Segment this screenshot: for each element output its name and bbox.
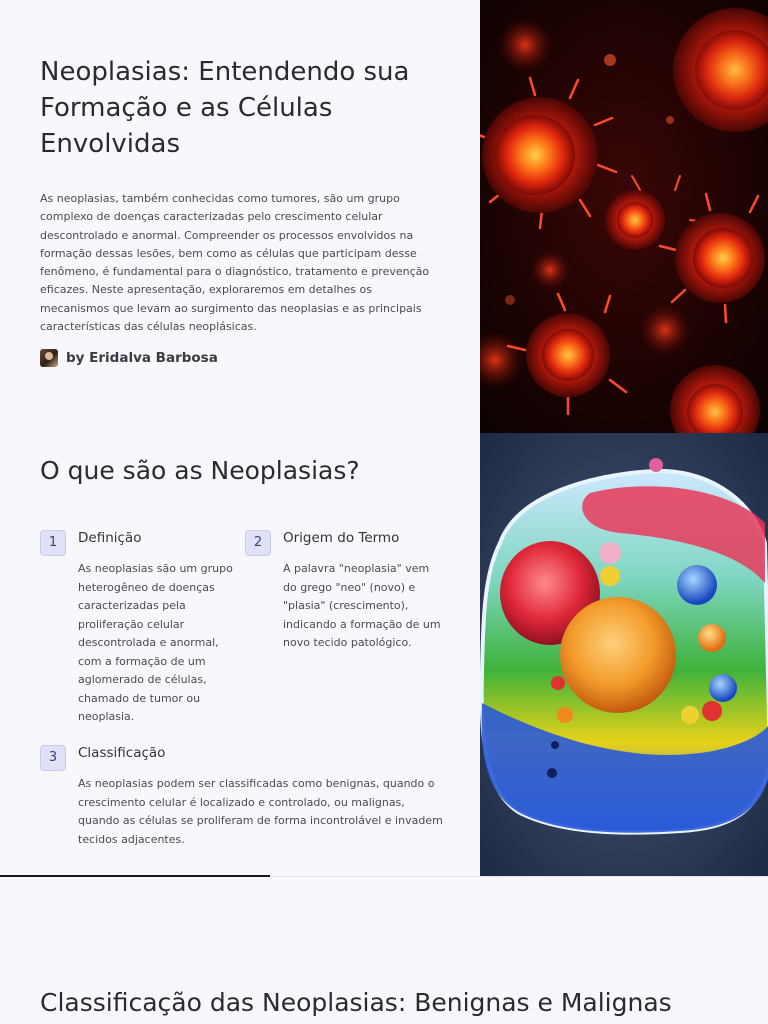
author-avatar bbox=[40, 349, 58, 367]
title-slide bbox=[0, 0, 768, 433]
item-title: Classificação bbox=[78, 745, 166, 761]
divider bbox=[0, 875, 270, 877]
author-name: by Eridalva Barbosa bbox=[66, 350, 218, 366]
item-classification bbox=[40, 745, 450, 855]
presentation-title: Neoplasias: Entendendo sua Formação e as Células Envolvidas bbox=[40, 57, 410, 159]
section-heading: O que são as Neoplasias? bbox=[40, 456, 360, 485]
item-definition bbox=[40, 530, 240, 730]
author-byline bbox=[40, 349, 218, 367]
number-badge: 1 bbox=[40, 530, 66, 556]
item-text: A palavra "neoplasia" vem do grego "neo" (novo) e "plasia" (crescimento), indicando a formação de um novo tecido patológico. bbox=[283, 562, 441, 649]
item-text: As neoplasias são um grupo heterogêneo de doenças caracterizadas pela proliferação celular descontrolada e anormal, com a formação de um aglomerado de células, chamado de tumor ou neoplasia. bbox=[78, 562, 233, 723]
virus-cells-image bbox=[480, 0, 768, 433]
classification-slide bbox=[0, 876, 768, 1024]
colorful-cell-image bbox=[480, 433, 768, 876]
neoplasias-definition-slide bbox=[0, 433, 768, 876]
item-term-origin bbox=[245, 530, 455, 670]
intro-paragraph: As neoplasias, também conhecidas como tumores, são um grupo complexo de doenças caracterizadas pelo crescimento celular descontrolado e anormal. Compreender os processos envolvidos na formação dessas lesões, bem como as células que participam desse fenômeno, é fundamental para o diagnóstico, tratamento e prevenção eficazes. Neste apresentação, exploraremos em detalhes os mecanismos que levam ao surgimento das neoplasias e as principais características das células neoplásicas. bbox=[40, 192, 430, 334]
section-heading: Classificação das Neoplasias: Benignas e Malignas bbox=[40, 988, 672, 1017]
number-badge: 3 bbox=[40, 745, 66, 771]
number-badge: 2 bbox=[245, 530, 271, 556]
item-title: Definição bbox=[78, 530, 142, 546]
item-title: Origem do Termo bbox=[283, 530, 400, 546]
item-text: As neoplasias podem ser classificadas como benignas, quando o crescimento celular é localizado e controlado, ou malignas, quando as células se proliferam de forma incontrolável e invadem tecidos adjacentes. bbox=[78, 777, 443, 846]
